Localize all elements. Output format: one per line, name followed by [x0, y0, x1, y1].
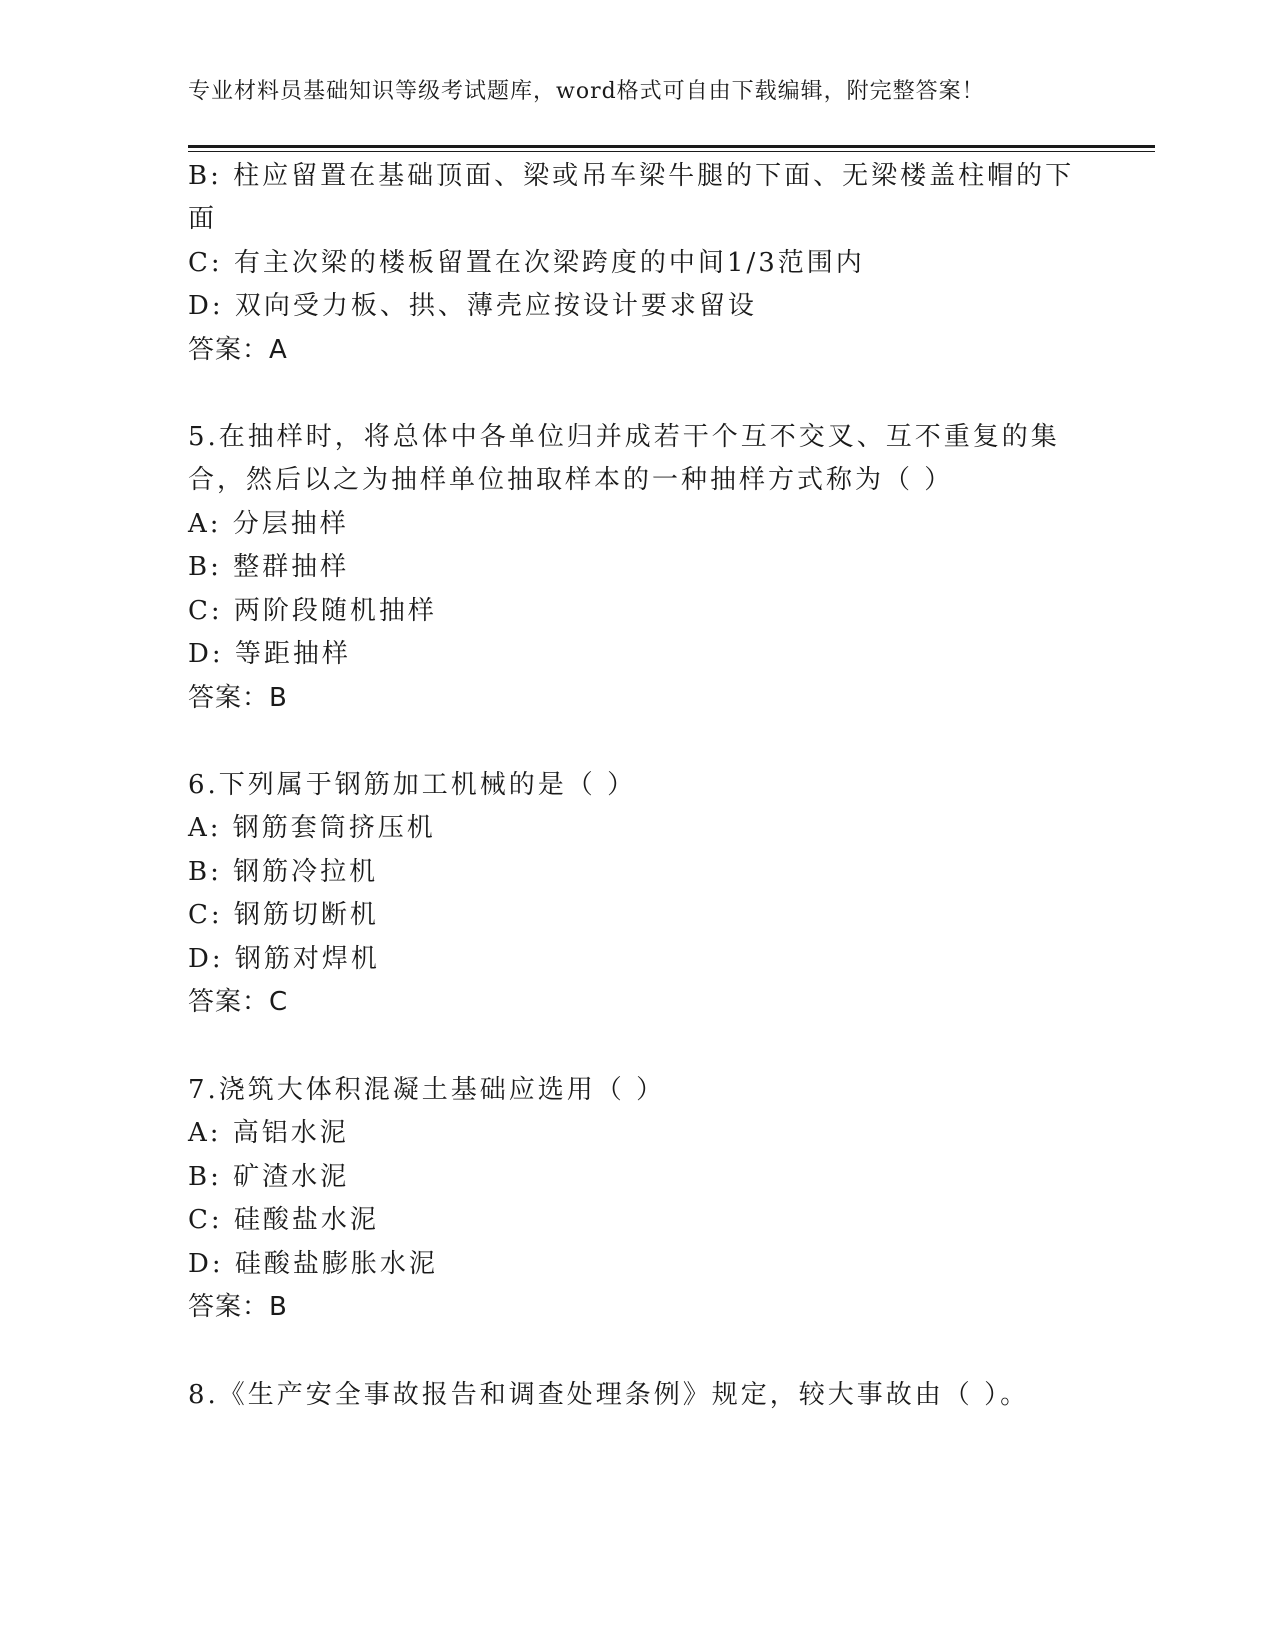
q4-option-c: C: 有主次梁的楼板留置在次梁跨度的中间1/3范围内 — [188, 248, 865, 278]
q6-stem: 6.下列属于钢筋加工机械的是（ ） — [188, 770, 637, 800]
q4-answer: 答案：A — [188, 335, 288, 365]
q5-option-d: D: 等距抽样 — [188, 639, 351, 669]
q7-option-d: D: 硅酸盐膨胀水泥 — [188, 1249, 438, 1279]
q7-option-a: A: 高铝水泥 — [188, 1118, 349, 1148]
q4-option-b-line1: B: 柱应留置在基础顶面、梁或吊车梁牛腿的下面、无梁楼盖柱帽的下 — [188, 161, 1075, 191]
q5-option-c: C: 两阶段随机抽样 — [188, 596, 437, 626]
q8-stem: 8.《生产安全事故报告和调查处理条例》规定，较大事故由（ ）。 — [188, 1380, 1030, 1410]
q6-option-a: A: 钢筋套筒挤压机 — [188, 813, 436, 843]
q5-stem-line1: 5.在抽样时，将总体中各单位归并成若干个互不交叉、互不重复的集 — [188, 422, 1060, 452]
q4-option-b-line2: 面 — [188, 204, 218, 234]
q5-option-a: A: 分层抽样 — [188, 509, 349, 539]
q7-option-b: B: 矿渣水泥 — [188, 1162, 350, 1192]
header-divider-thick — [188, 145, 1155, 148]
q6-option-c: C: 钢筋切断机 — [188, 900, 379, 930]
q7-stem: 7.浇筑大体积混凝土基础应选用（ ） — [188, 1075, 666, 1105]
header-divider-thin — [188, 151, 1155, 152]
q6-option-d: D: 钢筋对焊机 — [188, 944, 380, 974]
q6-option-b: B: 钢筋冷拉机 — [188, 857, 379, 887]
q4-option-d: D: 双向受力板、拱、薄壳应按设计要求留设 — [188, 291, 757, 321]
page-header: 专业材料员基础知识等级考试题库，word格式可自由下载编辑，附完整答案！ — [188, 79, 985, 104]
q5-option-b: B: 整群抽样 — [188, 552, 350, 582]
q7-option-c: C: 硅酸盐水泥 — [188, 1205, 379, 1235]
q5-stem-line2: 合，然后以之为抽样单位抽取样本的一种抽样方式称为（ ） — [188, 465, 954, 495]
q5-answer: 答案：B — [188, 683, 288, 713]
q6-answer: 答案：C — [188, 987, 289, 1017]
q7-answer: 答案：B — [188, 1292, 288, 1322]
